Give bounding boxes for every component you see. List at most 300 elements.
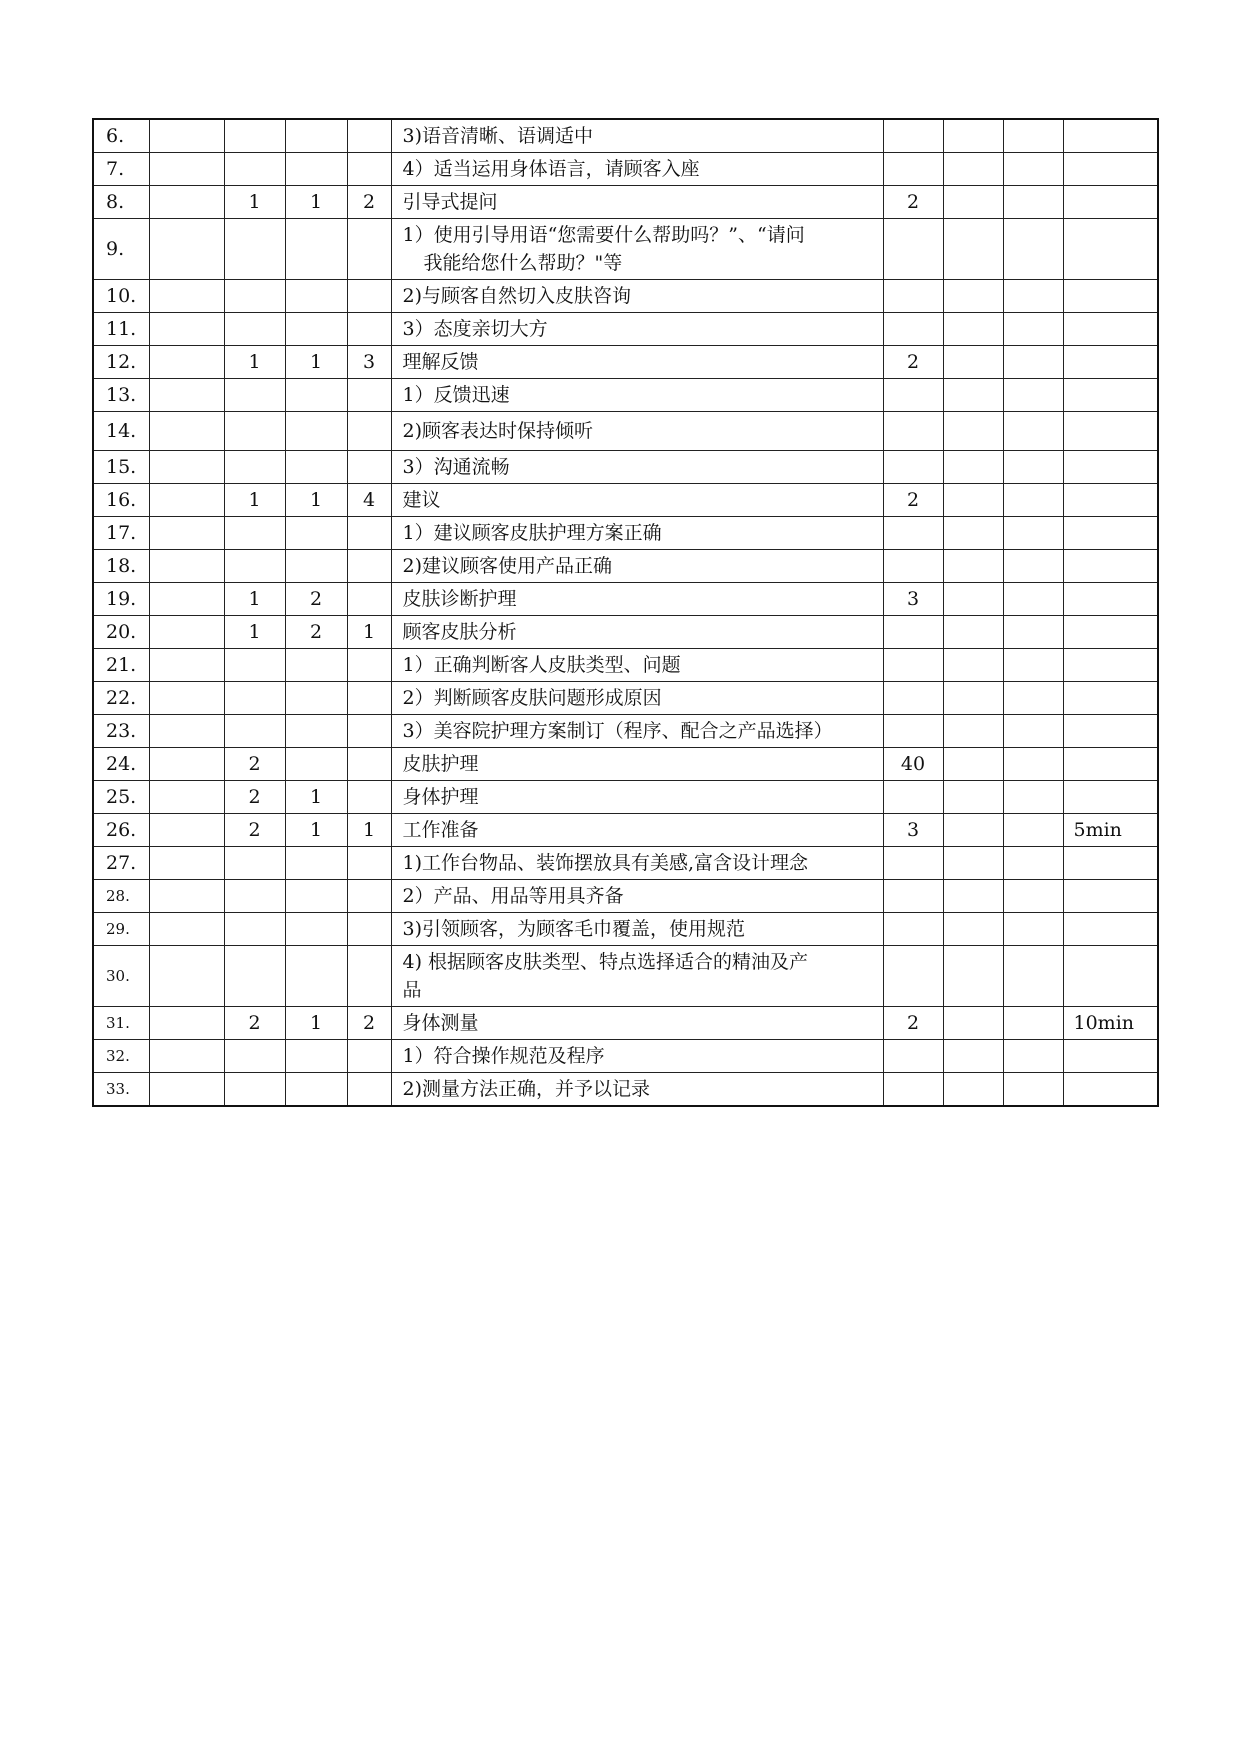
level-3-cell (347, 153, 391, 186)
row-number-cell: 21. (93, 649, 149, 682)
time-cell (1063, 781, 1158, 814)
item-description-line: 2）产品、用品等用具齐备 (402, 885, 624, 907)
item-description-cell (391, 451, 883, 484)
blank-cell (149, 219, 224, 280)
blank-cell (1003, 451, 1063, 484)
time-cell (1063, 517, 1158, 550)
table-row (93, 484, 1158, 517)
level-2-cell: 1 (285, 484, 347, 517)
table-row (93, 346, 1158, 379)
item-description-line: 1）正确判断客人皮肤类型、问题 (402, 654, 681, 676)
level-3-cell (347, 219, 391, 280)
level-2-cell (285, 119, 347, 153)
row-number-cell: 8. (93, 186, 149, 219)
level-1-cell (224, 880, 285, 913)
table-row (93, 880, 1158, 913)
blank-cell (149, 649, 224, 682)
blank-cell (1003, 946, 1063, 1007)
level-1-cell: 1 (224, 616, 285, 649)
blank-cell (1003, 186, 1063, 219)
blank-cell (1003, 715, 1063, 748)
row-number-cell: 12. (93, 346, 149, 379)
blank-cell (943, 814, 1003, 847)
time-cell (1063, 412, 1158, 451)
blank-cell (149, 119, 224, 153)
blank-cell (1003, 412, 1063, 451)
level-3-cell: 3 (347, 346, 391, 379)
row-number-cell: 10. (93, 280, 149, 313)
blank-cell (149, 313, 224, 346)
level-3-cell (347, 946, 391, 1007)
level-1-cell (224, 451, 285, 484)
row-number-cell: 29. (93, 913, 149, 946)
blank-cell (1003, 219, 1063, 280)
blank-cell (149, 346, 224, 379)
score-cell (883, 781, 943, 814)
item-description-cell (391, 880, 883, 913)
level-3-cell: 2 (347, 186, 391, 219)
item-description-cell (391, 517, 883, 550)
blank-cell (1003, 153, 1063, 186)
level-1-cell (224, 412, 285, 451)
table-row (93, 913, 1158, 946)
item-description-line: 身体护理 (402, 786, 479, 808)
table-row (93, 583, 1158, 616)
item-description-cell (391, 412, 883, 451)
blank-cell (943, 412, 1003, 451)
blank-cell (1003, 280, 1063, 313)
level-2-cell (285, 880, 347, 913)
item-description-cell (391, 1007, 883, 1040)
level-1-cell (224, 1040, 285, 1073)
blank-cell (943, 616, 1003, 649)
item-description-line: 工作准备 (402, 819, 479, 841)
row-number-cell: 22. (93, 682, 149, 715)
blank-cell (149, 517, 224, 550)
blank-cell (149, 781, 224, 814)
item-description-line: 身体测量 (402, 1012, 479, 1034)
score-cell (883, 550, 943, 583)
blank-cell (943, 847, 1003, 880)
time-cell (1063, 550, 1158, 583)
table-row (93, 119, 1158, 153)
blank-cell (149, 715, 224, 748)
level-2-cell: 1 (285, 781, 347, 814)
score-cell: 3 (883, 583, 943, 616)
score-cell (883, 451, 943, 484)
blank-cell (943, 1040, 1003, 1073)
row-number-cell: 14. (93, 412, 149, 451)
level-1-cell (224, 280, 285, 313)
score-cell (883, 880, 943, 913)
time-cell: 10min (1063, 1007, 1158, 1040)
item-description-cell (391, 649, 883, 682)
level-1-cell (224, 946, 285, 1007)
item-description-line: 3）沟通流畅 (402, 456, 510, 478)
blank-cell (1003, 847, 1063, 880)
blank-cell (943, 715, 1003, 748)
level-2-cell (285, 313, 347, 346)
score-cell: 40 (883, 748, 943, 781)
row-number-cell: 15. (93, 451, 149, 484)
item-description-cell (391, 1040, 883, 1073)
blank-cell (149, 913, 224, 946)
blank-cell (943, 119, 1003, 153)
table-row (93, 517, 1158, 550)
level-3-cell (347, 412, 391, 451)
level-2-cell: 1 (285, 346, 347, 379)
item-description-cell (391, 346, 883, 379)
level-3-cell (347, 847, 391, 880)
level-2-cell: 1 (285, 814, 347, 847)
level-3-cell (347, 649, 391, 682)
time-cell (1063, 484, 1158, 517)
time-cell (1063, 583, 1158, 616)
blank-cell (1003, 1073, 1063, 1107)
level-2-cell (285, 1040, 347, 1073)
time-cell (1063, 880, 1158, 913)
time-cell (1063, 346, 1158, 379)
level-2-cell (285, 280, 347, 313)
score-cell (883, 412, 943, 451)
row-number-cell: 23. (93, 715, 149, 748)
item-description-line: 2)顾客表达时保持倾听 (402, 420, 594, 442)
level-2-cell (285, 517, 347, 550)
level-2-cell (285, 649, 347, 682)
item-description-cell (391, 186, 883, 219)
score-cell: 2 (883, 1007, 943, 1040)
blank-cell (943, 748, 1003, 781)
table-row (93, 280, 1158, 313)
row-number-cell: 13. (93, 379, 149, 412)
row-number-cell: 6. (93, 119, 149, 153)
blank-cell (1003, 346, 1063, 379)
item-description-line: 4) 根据顾客皮肤类型、特点选择适合的精油及产 (402, 951, 809, 973)
level-1-cell (224, 715, 285, 748)
item-description-line: 1）使用引导用语“您需要什么帮助吗？”、“请问 (402, 224, 805, 246)
blank-cell (1003, 583, 1063, 616)
level-2-cell (285, 412, 347, 451)
score-cell (883, 1040, 943, 1073)
blank-cell (1003, 119, 1063, 153)
time-cell (1063, 847, 1158, 880)
level-1-cell (224, 682, 285, 715)
blank-cell (149, 550, 224, 583)
score-cell (883, 913, 943, 946)
blank-cell (943, 649, 1003, 682)
item-description-line: 皮肤护理 (402, 753, 479, 775)
level-3-cell (347, 913, 391, 946)
level-2-cell (285, 153, 347, 186)
blank-cell (149, 814, 224, 847)
table-row (93, 412, 1158, 451)
row-number-cell: 11. (93, 313, 149, 346)
table-row (93, 451, 1158, 484)
item-description-line: 3)语音清晰、语调适中 (402, 125, 594, 147)
score-cell (883, 280, 943, 313)
level-2-cell: 2 (285, 616, 347, 649)
blank-cell (943, 913, 1003, 946)
item-description-cell (391, 484, 883, 517)
score-cell: 2 (883, 186, 943, 219)
item-description-line: 建议 (402, 489, 441, 511)
level-1-cell (224, 119, 285, 153)
blank-cell (943, 946, 1003, 1007)
blank-cell (943, 379, 1003, 412)
row-number-cell: 9. (93, 219, 149, 280)
time-cell (1063, 219, 1158, 280)
item-description-line: 我能给您什么帮助？"等 (423, 252, 623, 274)
level-1-cell (224, 847, 285, 880)
level-3-cell (347, 451, 391, 484)
blank-cell (1003, 550, 1063, 583)
blank-cell (943, 1007, 1003, 1040)
time-cell (1063, 913, 1158, 946)
score-cell (883, 715, 943, 748)
item-description-line: 品 (402, 979, 422, 1001)
level-1-cell: 2 (224, 814, 285, 847)
score-cell (883, 682, 943, 715)
level-1-cell (224, 517, 285, 550)
table-row (93, 1073, 1158, 1107)
item-description-cell (391, 616, 883, 649)
level-1-cell: 2 (224, 748, 285, 781)
table-row (93, 379, 1158, 412)
row-number-cell: 16. (93, 484, 149, 517)
level-1-cell (224, 153, 285, 186)
row-number-cell: 25. (93, 781, 149, 814)
score-cell (883, 847, 943, 880)
blank-cell (1003, 913, 1063, 946)
score-cell (883, 119, 943, 153)
level-2-cell (285, 847, 347, 880)
blank-cell (943, 153, 1003, 186)
item-description-cell (391, 715, 883, 748)
blank-cell (943, 517, 1003, 550)
blank-cell (943, 550, 1003, 583)
level-2-cell (285, 913, 347, 946)
item-description-line: 1)工作台物品、装饰摆放具有美感,富含设计理念 (402, 852, 809, 874)
score-cell (883, 649, 943, 682)
level-3-cell (347, 1040, 391, 1073)
item-description-line: 4）适当运用身体语言，请顾客入座 (402, 158, 700, 180)
blank-cell (943, 219, 1003, 280)
table-row (93, 186, 1158, 219)
item-description-cell (391, 153, 883, 186)
blank-cell (149, 880, 224, 913)
blank-cell (149, 484, 224, 517)
blank-cell (1003, 814, 1063, 847)
item-description-cell (391, 814, 883, 847)
row-number-cell: 7. (93, 153, 149, 186)
item-description-cell (391, 847, 883, 880)
table-row (93, 715, 1158, 748)
blank-cell (943, 583, 1003, 616)
item-description-line: 引导式提问 (402, 191, 498, 213)
level-1-cell: 1 (224, 186, 285, 219)
blank-cell (943, 781, 1003, 814)
level-2-cell (285, 715, 347, 748)
time-cell (1063, 1040, 1158, 1073)
level-1-cell (224, 550, 285, 583)
blank-cell (943, 880, 1003, 913)
row-number-cell: 27. (93, 847, 149, 880)
blank-cell (1003, 616, 1063, 649)
level-3-cell: 1 (347, 814, 391, 847)
blank-cell (943, 313, 1003, 346)
table-row (93, 153, 1158, 186)
time-cell (1063, 379, 1158, 412)
level-3-cell (347, 550, 391, 583)
assessment-table (92, 118, 1159, 1107)
row-number-cell: 17. (93, 517, 149, 550)
blank-cell (149, 1007, 224, 1040)
table-row (93, 1040, 1158, 1073)
blank-cell (149, 748, 224, 781)
blank-cell (1003, 748, 1063, 781)
row-number-cell: 28. (93, 880, 149, 913)
blank-cell (149, 847, 224, 880)
item-description-line: 理解反馈 (402, 351, 479, 373)
item-description-line: 3)引领顾客，为顾客毛巾覆盖，使用规范 (402, 918, 746, 940)
table-row (93, 616, 1158, 649)
blank-cell (943, 280, 1003, 313)
row-number-cell: 32. (93, 1040, 149, 1073)
time-cell (1063, 616, 1158, 649)
level-1-cell (224, 1073, 285, 1107)
table-row (93, 814, 1158, 847)
level-2-cell (285, 748, 347, 781)
row-number-cell: 20. (93, 616, 149, 649)
blank-cell (149, 412, 224, 451)
table-row (93, 682, 1158, 715)
blank-cell (1003, 1040, 1063, 1073)
level-2-cell (285, 946, 347, 1007)
time-cell (1063, 715, 1158, 748)
level-2-cell (285, 219, 347, 280)
score-cell (883, 313, 943, 346)
item-description-cell (391, 379, 883, 412)
level-2-cell: 1 (285, 186, 347, 219)
score-cell: 2 (883, 484, 943, 517)
level-1-cell: 1 (224, 583, 285, 616)
row-number-cell: 30. (93, 946, 149, 1007)
time-cell (1063, 451, 1158, 484)
score-cell (883, 379, 943, 412)
level-2-cell: 2 (285, 583, 347, 616)
item-description-line: 3）态度亲切大方 (402, 318, 548, 340)
time-cell (1063, 748, 1158, 781)
item-description-line: 3）美容院护理方案制订（程序、配合之产品选择） (402, 720, 833, 742)
row-number-cell: 19. (93, 583, 149, 616)
level-3-cell: 4 (347, 484, 391, 517)
item-description-line: 1）建议顾客皮肤护理方案正确 (402, 522, 662, 544)
table-row (93, 649, 1158, 682)
item-description-line: 1）反馈迅速 (402, 384, 510, 406)
table-row (93, 946, 1158, 1007)
level-2-cell (285, 451, 347, 484)
row-number-cell: 26. (93, 814, 149, 847)
blank-cell (149, 946, 224, 1007)
blank-cell (1003, 781, 1063, 814)
time-cell (1063, 313, 1158, 346)
blank-cell (1003, 682, 1063, 715)
table-row (93, 219, 1158, 280)
item-description-cell (391, 748, 883, 781)
blank-cell (1003, 649, 1063, 682)
score-cell (883, 946, 943, 1007)
level-3-cell (347, 1073, 391, 1107)
level-3-cell: 1 (347, 616, 391, 649)
score-cell (883, 616, 943, 649)
blank-cell (943, 1073, 1003, 1107)
blank-cell (943, 451, 1003, 484)
level-3-cell (347, 119, 391, 153)
level-1-cell (224, 313, 285, 346)
level-2-cell (285, 1073, 347, 1107)
level-2-cell (285, 682, 347, 715)
score-cell: 3 (883, 814, 943, 847)
item-description-cell (391, 550, 883, 583)
item-description-cell (391, 781, 883, 814)
blank-cell (943, 346, 1003, 379)
blank-cell (149, 1073, 224, 1107)
table-row (93, 550, 1158, 583)
time-cell (1063, 119, 1158, 153)
blank-cell (149, 153, 224, 186)
blank-cell (1003, 1007, 1063, 1040)
item-description-line: 2)与顾客自然切入皮肤咨询 (402, 285, 632, 307)
blank-cell (1003, 880, 1063, 913)
time-cell (1063, 153, 1158, 186)
level-2-cell (285, 379, 347, 412)
score-cell (883, 153, 943, 186)
blank-cell (1003, 313, 1063, 346)
time-cell (1063, 280, 1158, 313)
level-1-cell (224, 219, 285, 280)
blank-cell (1003, 517, 1063, 550)
blank-cell (149, 379, 224, 412)
item-description-cell (391, 313, 883, 346)
score-cell: 2 (883, 346, 943, 379)
item-description-cell (391, 119, 883, 153)
item-description-cell (391, 583, 883, 616)
level-1-cell: 1 (224, 484, 285, 517)
score-cell (883, 219, 943, 280)
score-cell (883, 517, 943, 550)
level-1-cell (224, 379, 285, 412)
item-description-cell (391, 913, 883, 946)
blank-cell (943, 186, 1003, 219)
item-description-line: 1）符合操作规范及程序 (402, 1045, 605, 1067)
table-row (93, 1007, 1158, 1040)
time-cell (1063, 1073, 1158, 1107)
row-number-cell: 33. (93, 1073, 149, 1107)
level-3-cell (347, 517, 391, 550)
item-description-line: 2)建议顾客使用产品正确 (402, 555, 613, 577)
blank-cell (149, 280, 224, 313)
item-description-line: 2）判断顾客皮肤问题形成原因 (402, 687, 662, 709)
level-3-cell (347, 379, 391, 412)
row-number-cell: 18. (93, 550, 149, 583)
blank-cell (149, 583, 224, 616)
blank-cell (1003, 484, 1063, 517)
item-description-line: 顾客皮肤分析 (402, 621, 517, 643)
level-3-cell: 2 (347, 1007, 391, 1040)
level-3-cell (347, 880, 391, 913)
row-number-cell: 31. (93, 1007, 149, 1040)
score-cell (883, 1073, 943, 1107)
